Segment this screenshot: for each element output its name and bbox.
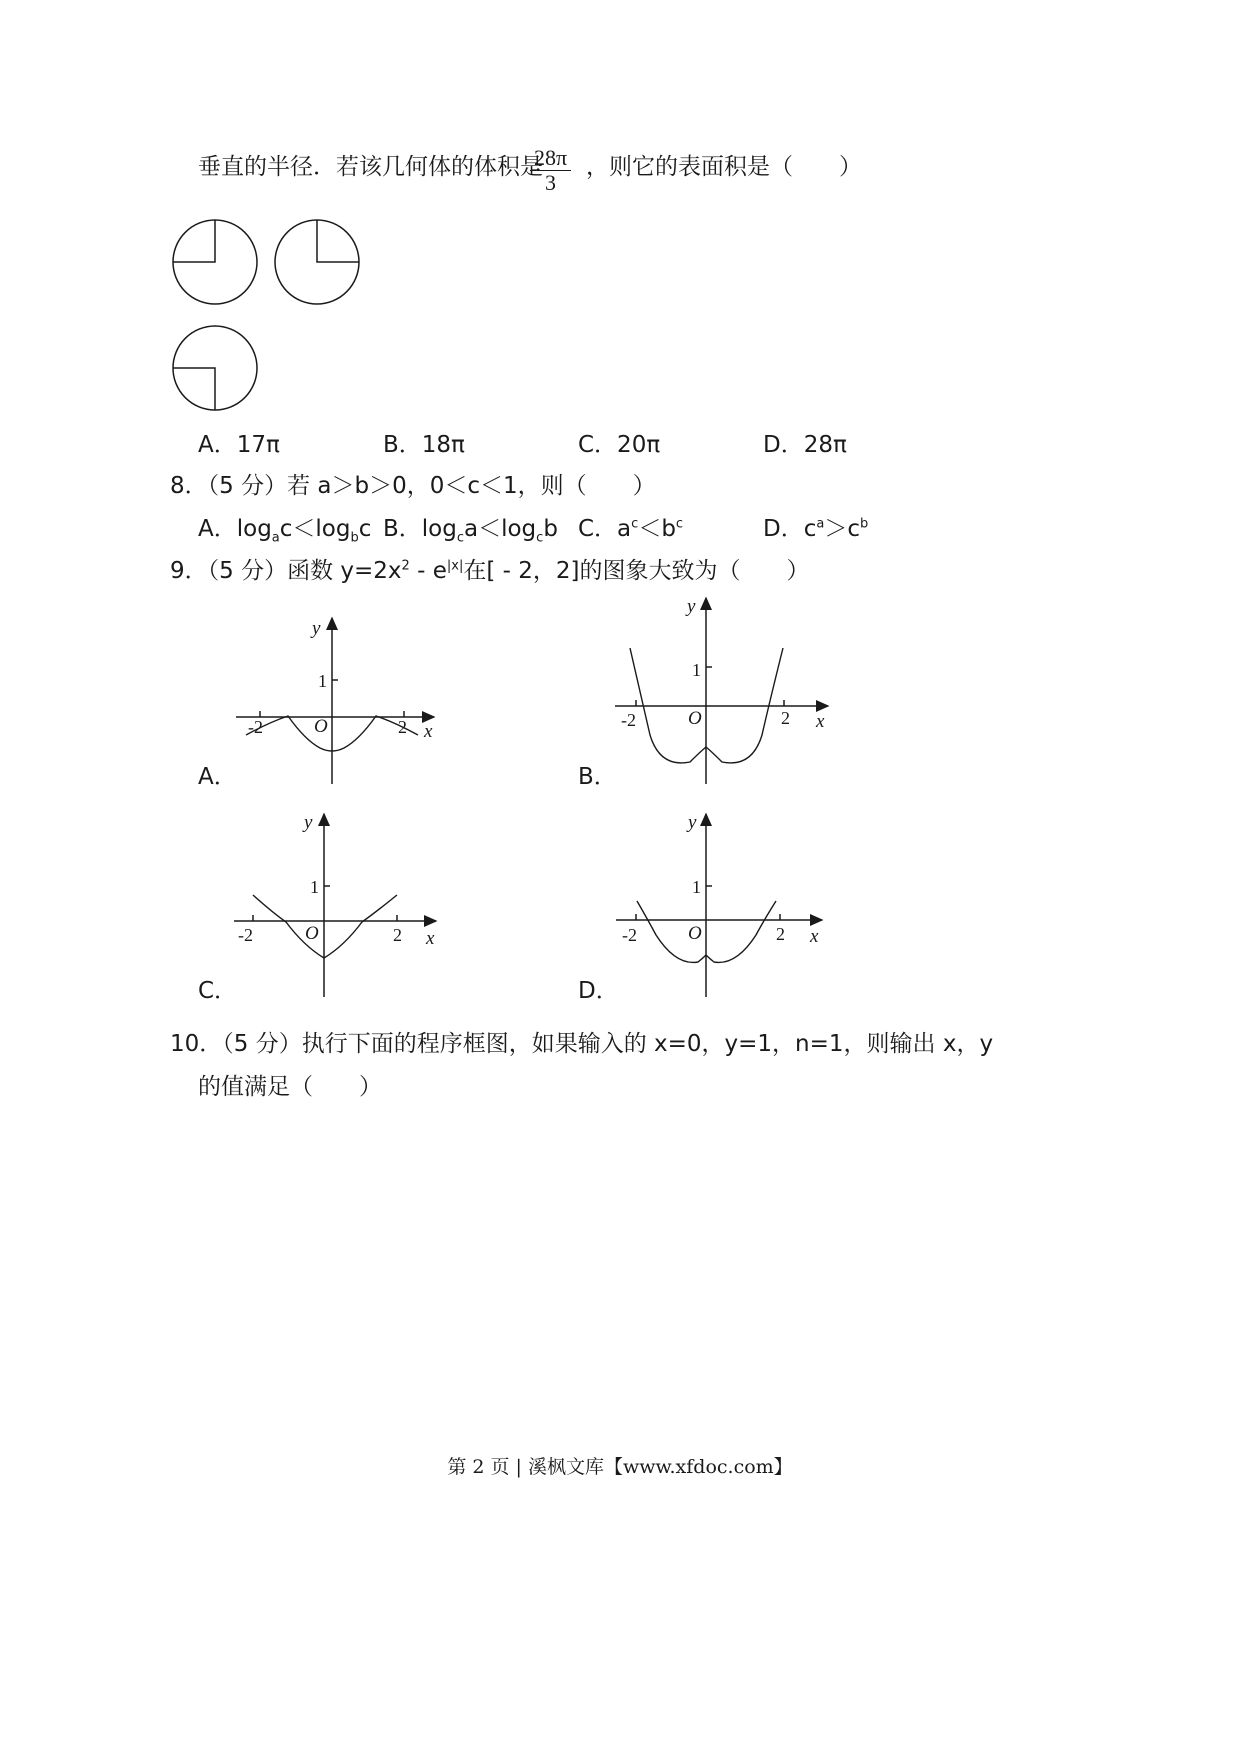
q8-c-lead: C．a [578,516,632,542]
q9-sup-2: 2 [401,558,410,574]
q10-line-1: 10．（5 分）执行下面的程序框图，如果输入的 x=0，y=1，n=1，则输出 x，y [170,1031,994,1057]
q7-option-d[interactable]: D．28π [763,432,847,458]
graph-c-pos2-label: 2 [393,925,402,945]
q8-a-tail: c [358,516,372,542]
graph-c-x-label: x [426,928,435,949]
graph-a-pos2-label: 2 [398,717,407,737]
q7-fraction-denominator: 3 [545,170,557,195]
q8-d-sup1: a [816,516,825,532]
q8-a-sub2: b [350,530,359,546]
q8-b-lead: B．log [383,516,457,542]
q7-option-b[interactable]: B．18π [383,432,465,458]
q7-text-before: 垂直的半径．若该几何体的体积是 [198,154,543,180]
graph-b-pos2-label: 2 [781,708,790,728]
q9-option-a[interactable]: A． [198,764,237,790]
q8-b-sub1: c [456,530,464,546]
graph-d-one-label: 1 [692,877,701,897]
graph-d-y-label: y [688,812,697,833]
q9-stem-a: 9．（5 分）函数 y=2x [170,558,402,584]
graph-c-neg2-label: -2 [238,925,253,945]
q8-d-lead: D．c [763,516,817,542]
graph-c-origin-label: O [305,923,319,944]
graph-c-one-label: 1 [310,877,319,897]
q8-b-sub2: c [536,530,544,546]
q7-text-after: ，则它的表面积是（ ） [586,154,862,180]
q9-sup-absx: |x| [446,558,464,574]
graph-a-y-label: y [312,618,321,639]
q8-d-mid: ＞c [824,516,860,542]
page-footer: 第 2 页 | 溪枫文库【www.xfdoc.com】 [447,1456,793,1478]
q9-stem-c: 在[ ‐ 2，2]的图象大致为（ ） [463,558,810,584]
graph-a-one-label: 1 [318,671,327,691]
graph-d[interactable] [616,812,822,997]
graph-d-neg2-label: -2 [622,925,637,945]
q9-option-d[interactable]: D． [578,978,619,1004]
graph-b-x-label: x [816,711,825,732]
q8-c-sup1: c [631,516,639,532]
graph-a[interactable] [236,618,434,784]
graph-d-pos2-label: 2 [776,924,785,944]
q7-fraction-numerator: 28π [530,146,571,171]
graph-a-origin-label: O [314,716,328,737]
graph-c[interactable] [234,812,436,997]
q8-b-mid: a＜log [464,516,537,542]
q8-d-sup2: b [859,516,869,532]
q9-option-c[interactable]: C． [198,978,238,1004]
graph-d-origin-label: O [688,923,702,944]
graph-b-one-label: 1 [692,660,701,680]
q8-a-mid: c＜log [279,516,351,542]
q8-a-sub1: a [271,530,280,546]
graph-b-y-label: y [687,596,696,617]
graph-d-x-label: x [810,926,819,947]
graph-a-neg2-label: -2 [248,717,263,737]
q7-option-a[interactable]: A．17π [198,432,280,458]
graph-a-x-label: x [424,721,433,742]
q8-stem: 8．（5 分）若 a＞b＞0，0＜c＜1，则（ ） [170,473,656,499]
q8-c-mid: ＜b [638,516,676,542]
q9-option-b[interactable]: B． [578,764,617,790]
q8-c-sup2: c [675,516,684,532]
q8-a-lead: A．log [198,516,272,542]
q10-line-2: 的值满足（ ） [198,1074,382,1100]
graph-b-origin-label: O [688,708,702,729]
graph-c-y-label: y [304,812,313,833]
q9-stem-b: ‐ e [409,558,447,584]
graph-b-neg2-label: -2 [621,710,636,730]
q7-option-c[interactable]: C．20π [578,432,661,458]
graph-b[interactable] [615,596,828,784]
q8-b-tail: b [543,516,558,542]
